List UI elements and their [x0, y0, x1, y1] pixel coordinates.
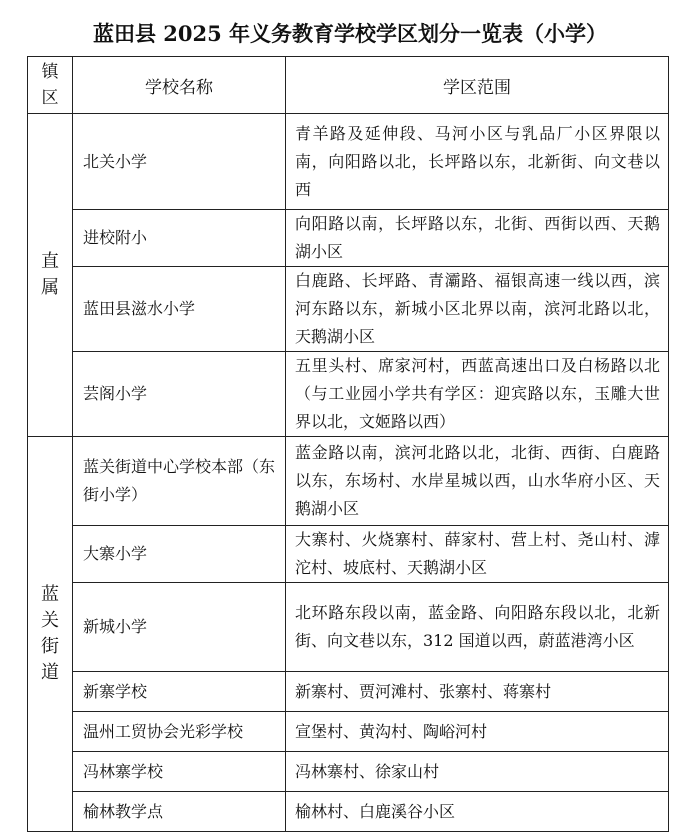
district-char: 直	[41, 251, 59, 272]
district-range-cell: 新寨村、贾河滩村、张寨村、蒋寨村	[286, 672, 669, 712]
school-name-cell: 进校附小	[73, 210, 286, 267]
table-header-row	[28, 57, 669, 114]
table-row	[28, 437, 669, 526]
table-row	[28, 712, 669, 752]
header-district-line1: 镇	[41, 62, 59, 82]
table-row	[28, 526, 669, 583]
school-name-cell: 新城小学	[73, 583, 286, 672]
header-school-name: 学校名称	[73, 57, 286, 114]
table-row	[28, 672, 669, 712]
school-name-cell: 榆林教学点	[73, 792, 286, 832]
school-name-cell: 新寨学校	[73, 672, 286, 712]
district-range-cell: 白鹿路、长坪路、青灞路、福银高速一线以西，滨河东路以东，新城小区北界以南，滨河北路以北，天鹅湖小区	[286, 267, 669, 352]
district-range-cell: 大寨村、火烧寨村、薛家村、营上村、尧山村、滹沱村、坡底村、天鹅湖小区	[286, 526, 669, 583]
header-district-range: 学区范围	[286, 57, 669, 114]
table-row	[28, 267, 669, 352]
header-district-line2: 区	[41, 88, 59, 108]
district-range-cell: 蓝金路以南，滨河北路以北，北街、西街、白鹿路以东，东场村、水岸星城以西，山水华府小区、天鹅湖小区	[286, 437, 669, 526]
district-range-cell: 北环路东段以南，蓝金路、向阳路东段以北，北新街、向文巷以东，312 国道以西，蔚蓝港湾小区	[286, 583, 669, 672]
school-name-cell: 温州工贸协会光彩学校	[73, 712, 286, 752]
district-range-cell: 宣堡村、黄沟村、陶峪河村	[286, 712, 669, 752]
district-char: 道	[41, 662, 59, 683]
district-cell-languan	[28, 437, 73, 832]
school-district-table	[27, 56, 669, 832]
district-char: 蓝	[41, 584, 59, 605]
district-char: 关	[41, 610, 59, 631]
table-row	[28, 114, 669, 210]
school-name-cell: 芸阁小学	[73, 352, 286, 437]
district-range-cell: 冯林寨村、徐家山村	[286, 752, 669, 792]
district-range-cell: 青羊路及延伸段、马河小区与乳品厂小区界限以南，向阳路以北，长坪路以东，北新街、向文巷以西	[286, 114, 669, 210]
school-name-cell: 蓝关街道中心学校本部（东街小学）	[73, 437, 286, 526]
district-range-cell: 五里头村、席家河村，西蓝高速出口及白杨路以北（与工业园小学共有学区：迎宾路以东，玉雕大世界以北，文姬路以西）	[286, 352, 669, 437]
table-row	[28, 352, 669, 437]
school-name-cell: 北关小学	[73, 114, 286, 210]
table-row	[28, 210, 669, 267]
table-row	[28, 792, 669, 832]
header-district	[28, 57, 73, 114]
school-name-cell: 蓝田县滋水小学	[73, 267, 286, 352]
school-name-cell: 大寨小学	[73, 526, 286, 583]
table-row	[28, 752, 669, 792]
page-title: 蓝田县 2025 年义务教育学校学区划分一览表（小学）	[92, 21, 608, 46]
district-cell-zhishu	[28, 114, 73, 437]
table-row	[28, 583, 669, 672]
school-name-cell: 冯林寨学校	[73, 752, 286, 792]
district-char: 街	[41, 636, 59, 657]
district-char: 属	[41, 277, 59, 298]
district-range-cell: 向阳路以南，长坪路以东，北街、西街以西、天鹅湖小区	[286, 210, 669, 267]
district-range-cell: 榆林村、白鹿溪谷小区	[286, 792, 669, 832]
